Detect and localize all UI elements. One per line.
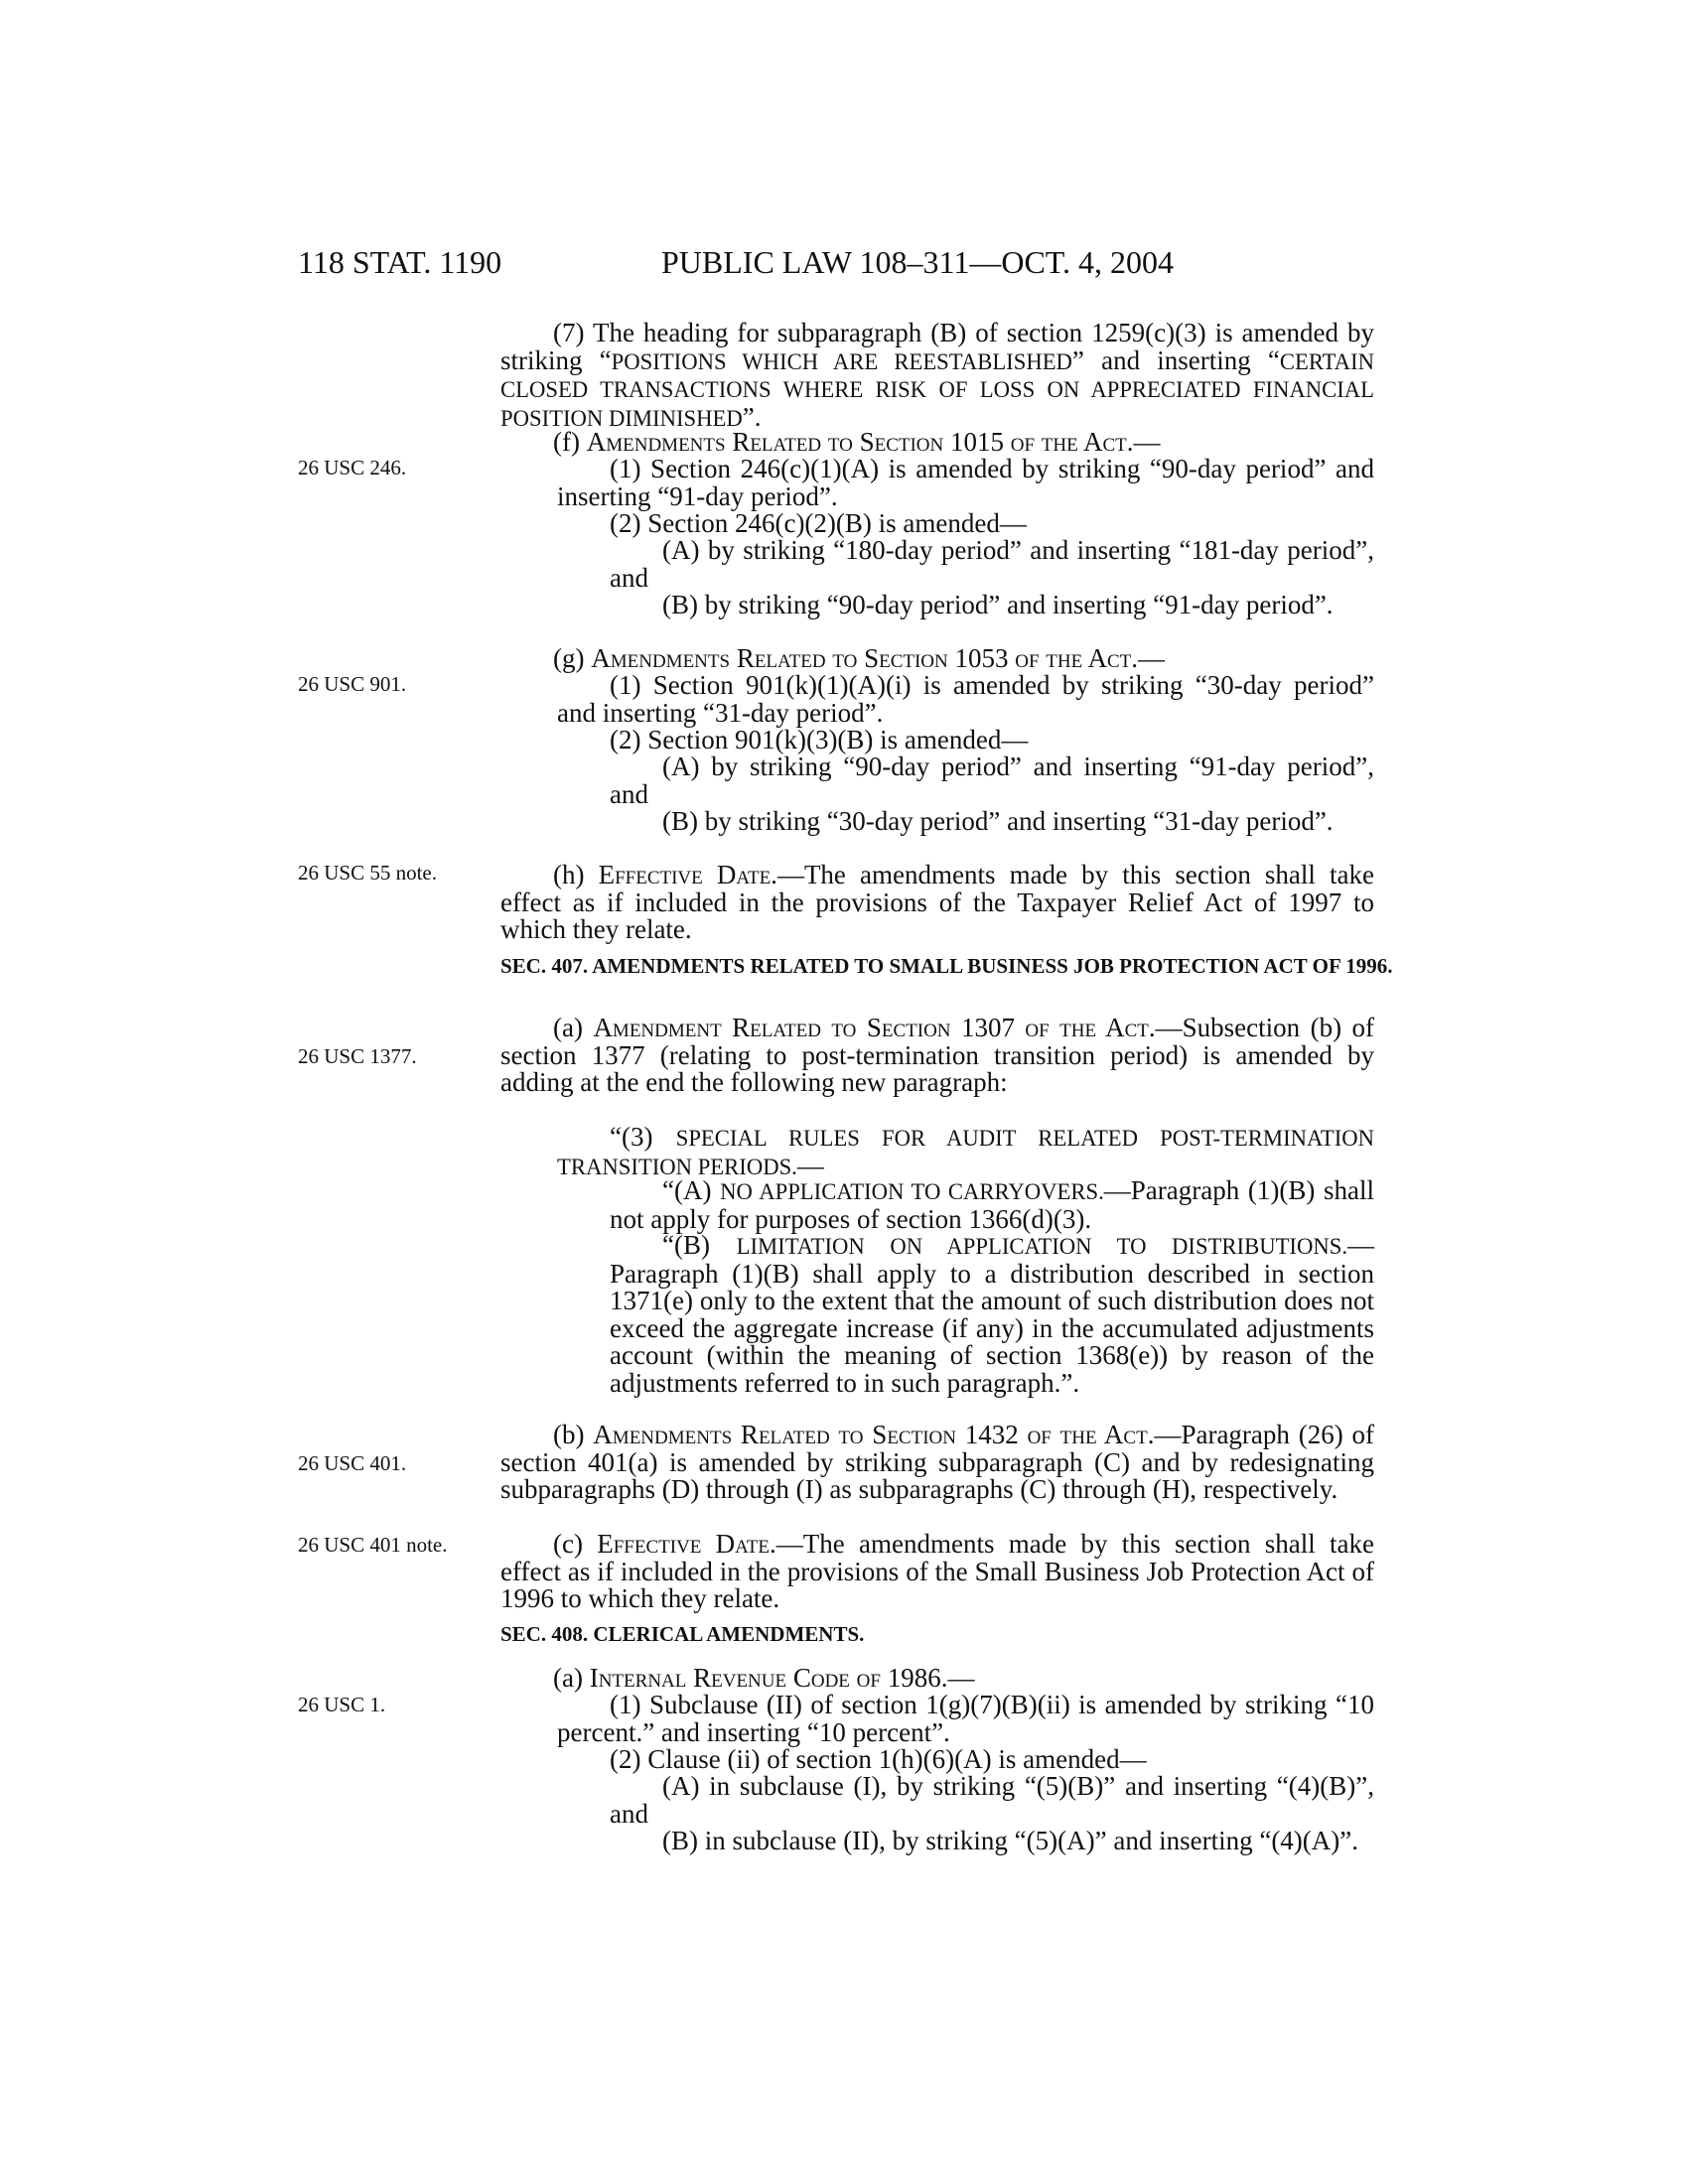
subsection-407c: (c) Effective Date.—The amendments made by this section shall take effect as if included in the provisions of the Small Business Job Protection Act of 1996 to which they relate. bbox=[500, 1529, 1374, 1614]
page-running-head: PUBLIC LAW 108–311—OCT. 4, 2004 bbox=[661, 244, 1174, 280]
subparagraph-f2A: (A) by striking “180-day period” and inserting “181-day period”, and bbox=[610, 535, 1374, 593]
subparagraph-g2B: (B) by striking “30-day period” and inserting “31-day period”. bbox=[662, 806, 1334, 836]
paragraph-f2: (2) Section 246(c)(2)(B) is amended— bbox=[610, 508, 1027, 538]
subparagraph-408a2A: (A) in subclause (I), by striking “(5)(B)” and inserting “(4)(B)”, and bbox=[610, 1771, 1374, 1829]
margin-note: 26 USC 1377. bbox=[298, 1044, 417, 1068]
subsection-h: (h) Effective Date.—The amendments made by this section shall take effect as if included in the provisions of the Taxpayer Relief Act of 1997 to which they relate. bbox=[500, 860, 1374, 945]
paragraph-g1: (1) Section 901(k)(1)(A)(i) is amended by striking “30-day period” and inserting “31-day period”. bbox=[557, 670, 1374, 728]
margin-note: 26 USC 1. bbox=[298, 1693, 386, 1716]
margin-note: 26 USC 246. bbox=[298, 456, 407, 479]
subparagraph-f2B: (B) by striking “90-day period” and inserting “91-day period”. bbox=[662, 590, 1334, 619]
subsection-407b: (b) Amendments Related to Section 1432 of the Act.—Paragraph (26) of section 401(a) is amended by striking subparagraph (C) and by redesignating subparagraphs (D) through (I) as subparagraphs (C) through (H), respectively. bbox=[500, 1420, 1374, 1505]
subparagraph-408a2B: (B) in subclause (II), by striking “(5)(A)” and inserting “(4)(A)”. bbox=[662, 1826, 1359, 1855]
subsection-407a: (a) Amendment Related to Section 1307 of the Act.—Subsection (b) of section 1377 (relating to post-termination transition period) is amended by adding at the end the following new paragraph: bbox=[500, 1013, 1375, 1098]
paragraph-7: (7) The heading for subparagraph (B) of section 1259(c)(3) is amended by striking “POSITIONS WHICH ARE REESTABLISHED” and inserting “CERTAIN CLOSED TRANSACTIONS WHERE RISK OF LOSS ON APPRECIATED FINANCIAL POSITION DIMINISHED”. bbox=[500, 318, 1374, 432]
paragraph-f1: (1) Section 246(c)(1)(A) is amended by striking “90-day period” and inserting “91-day period”. bbox=[557, 454, 1374, 511]
quoted-paragraph-3: “(3) SPECIAL RULES FOR AUDIT RELATED POST-TERMINATION TRANSITION PERIODS.— bbox=[557, 1122, 1374, 1180]
subparagraph-g2A: (A) by striking “90-day period” and inserting “91-day period”, and bbox=[610, 751, 1374, 809]
subsection-g: (g) Amendments Related to Section 1053 of the Act.— bbox=[553, 643, 1166, 673]
paragraph-408a1: (1) Subclause (II) of section 1(g)(7)(B)(ii) is amended by striking “10 percent.” and inserting “10 percent”. bbox=[557, 1690, 1374, 1747]
margin-note: 26 USC 401 note. bbox=[298, 1533, 448, 1557]
paragraph-g2: (2) Section 901(k)(3)(B) is amended— bbox=[610, 725, 1029, 754]
margin-note: 26 USC 401. bbox=[298, 1451, 407, 1475]
subsection-f: (f) Amendments Related to Section 1015 of the Act.— bbox=[553, 427, 1161, 457]
margin-note: 26 USC 901. bbox=[298, 672, 407, 696]
quoted-subparagraph-A: “(A) NO APPLICATION TO CARRYOVERS.—Paragraph (1)(B) shall not apply for purposes of section 1366(d)(3). bbox=[610, 1175, 1375, 1234]
subsection-408a: (a) Internal Revenue Code of 1986.— bbox=[553, 1663, 975, 1693]
section-408-heading: SEC. 408. CLERICAL AMENDMENTS. bbox=[500, 1622, 865, 1646]
quoted-subparagraph-B: “(B) LIMITATION ON APPLICATION TO DISTRIBUTIONS.—Paragraph (1)(B) shall apply to a distribution described in section 1371(e) only to the extent that the amount of such distribution does not exceed the aggregate increase (if any) in the accumulated adjustments account (within the meaning of section 1368(e)) by reason of the adjustments referred to in such paragraph.”. bbox=[610, 1230, 1374, 1398]
section-407-heading: SEC. 407. AMENDMENTS RELATED TO SMALL BUSINESS JOB PROTECTION ACT OF 1996. bbox=[500, 954, 1393, 978]
margin-note: 26 USC 55 note. bbox=[298, 861, 438, 885]
paragraph-408a2: (2) Clause (ii) of section 1(h)(6)(A) is amended— bbox=[610, 1744, 1147, 1774]
page-stat-number: 118 STAT. 1190 bbox=[298, 244, 502, 280]
